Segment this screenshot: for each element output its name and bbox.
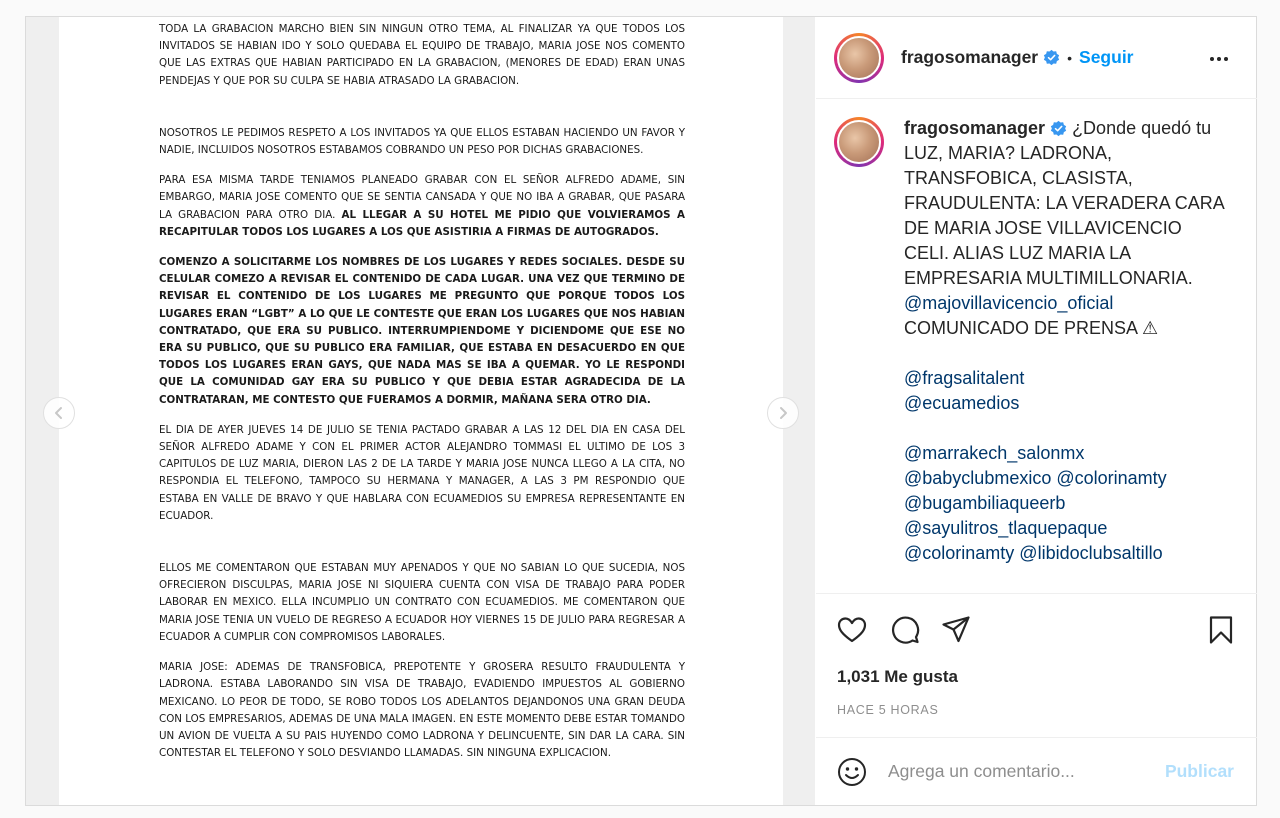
press-release-document [59,17,783,805]
avatar[interactable] [834,33,884,83]
doc-paragraph: COMENZO A SOLICITARME LOS NOMBRES DE LOS LUGARES Y REDES SOCIALES. DESDE SU CELULAR COMEZO A REVISAR EL CONTENIDO DE CADA LUGAR. UNA VEZ QUE TERMINO DE REVISAR EL CONTENIDO DE LOS LUGARES ME PREGUNTO QUE PORQUE TODOS LOS LUGARES ERAN “LGBT” A LO QUE LE CONTESTE QUE ERAN LOS LUGARES QUE NOS HABIAN CONTRATADO, QUE ERA SU PUBLICO. INTERRUMPIENDOME Y DICIENDOME QUE ESE NO ERA SU PUBLICO, QUE SU PUBLICO ERA FAMILIAR, QUE ESTABA EN DESACUERDO EN QUE TODOS LOS LUGARES ERAN GAYS, QUE NADA MAS SE IBA A QUEMAR. YO LE RESPONDI QUE LA COMUNIDAD GAY ERA SU PUBLICO Y QUE DEBIA ESTAR AGRADECIDA DE LA CONTRATARAN, ME CONTESTO QUE FUERAMOS A DORMIR, MAÑANA SERA OTRO DIA. [159,256,685,406]
comment-bubble-icon[interactable] [889,614,921,646]
verified-badge-icon [1050,120,1067,137]
previous-image-button[interactable] [43,397,75,429]
mention-link[interactable]: @sayulitros_tlaquepaque [904,518,1108,538]
like-heart-icon[interactable] [836,614,868,646]
avatar[interactable] [834,117,884,167]
post-timestamp[interactable]: HACE 5 HORAS [837,703,939,717]
chevron-right-icon [776,406,790,420]
mention-link[interactable]: @bugambiliaqueerb [904,493,1066,513]
post-sidebar [816,17,1257,805]
chevron-left-icon [52,406,66,420]
avatar-image [837,36,881,80]
username-text: fragosomanager [901,47,1039,67]
doc-text: PARA ESA MISMA TARDE TENIAMOS PLANEADO GRABAR CON EL SEÑOR ALFREDO ADAME, SIN EMBARGO, MARIA JOSE COMENTO QUE SE SENTIA CANSADA Y QUE NO IBA A GRABAR, QUE PASARA LA GRABACION PARA OTRO DIA. [159,174,685,221]
post-media [26,17,815,805]
publish-button[interactable]: Publicar [1164,761,1234,781]
mention-link[interactable]: @majovillavicencio_oficial [904,293,1114,313]
post-header [816,17,1257,99]
caption-body [904,116,1224,566]
username-text: fragosomanager [904,118,1046,138]
verified-badge-icon [1043,49,1060,66]
doc-paragraph: MARIA JOSE: ADEMAS DE TRANSFOBICA, PREPOTENTE Y GROSERA RESULTO FRAUDULENTA Y LADRONA. ESTABA LABORANDO SIN VISA DE TRABAJO, EVADIENDO IMPUESTOS AL GOBIERNO MEXICANO. LO PEOR DE TODO, SE ROBO TODOS LOS ADELANTOS DEJANDONOS UNA GRAN DEUDA CON LOS EMPRESARIOS, ADEMAS DE UNA MALA IMAGEN. EN ESTE MOMENTO DEBE ESTAR TOMANDO UN AVION DE VUELTA A SU PAIS HUYENDO COMO LADRONA Y DELINCUENTE, SIN DAR LA CARA. SIN CONTESTAR EL TELEFONO Y SOLO DESVIANDO LLAMADAS. SIN NINGUNA EXPLICACION. [159,661,685,760]
mention-link[interactable]: @babyclubmexico @colorinamty [904,468,1167,488]
save-bookmark-icon[interactable] [1205,614,1237,646]
caption-username[interactable] [904,118,1067,138]
doc-paragraph: TODA LA GRABACION MARCHO BIEN SIN NINGUN OTRO TEMA, AL FINALIZAR YA QUE TODOS LOS INVITADOS SE HABIAN IDO Y SOLO QUEDABA EL EQUIPO DE TRABAJO, MARIA JOSE NOS COMENTO QUE LAS EXTRAS QUE HABIAN PARTICIPADO EN LA GRABACION, (MENORES DE EDAD) ERAN UNAS PENDEJAS Y QUE POR SU CULPA SE HABIA ATRASADO LA GRABACION. [159,23,685,87]
comment-bar [816,737,1257,805]
doc-paragraph: ELLOS ME COMENTARON QUE ESTABAN MUY APENADOS Y QUE NO SABIAN LO QUE SUCEDIA, NOS OFRECIERON DISCULPAS, MARIA JOSE NI SIQUIERA CUENTA CON VISA DE TRABAJO PARA PODER LABORAR EN MEXICO. ELLA INCUMPLIO UN CONTRATO CON ECUAMEDIOS. ME COMENTARON QUE MARIA JOSE TENIA UN VUELO DE REGRESO A ECUADOR HOY VIERNES 15 DE JULIO PARA REGRESAR A ECUADOR A CUMPLIR CON COMPROMISOS LABORALES. [159,562,685,643]
avatar-image [837,120,881,164]
post-container [25,16,1257,806]
caption-area [816,116,1257,592]
separator-dot: • [1067,49,1073,66]
doc-paragraph: EL DIA DE AYER JUEVES 14 DE JULIO SE TENIA PACTADO GRABAR A LAS 12 DEL DIA EN CASA DEL SEÑOR ALFREDO ADAME Y CON EL PRIMER ACTOR ALEJANDRO TOMMASI EL ULTIMO DE LOS 3 CAPITULOS DE LUZ MARIA, DIERON LAS 2 DE LA TARDE Y MARIA JOSE NUNCA LLEGO A LA CITA, NO RESPONDIA EL TELEFONO, TAMPOCO SU HERMANA Y MANAGER, A LAS 3 PM RESPONDIO QUE ESTABA EN VALLE DE BRAVO Y QUE HABLARA CON ECUAMEDIOS SU EMPRESA REPRESENTANTE EN ECUADOR. [159,423,685,522]
share-paper-plane-icon[interactable] [940,614,972,646]
next-image-button[interactable] [767,397,799,429]
comment-input[interactable] [888,761,1148,782]
emoji-smiley-icon[interactable] [836,756,868,788]
action-bar [816,593,1257,753]
doc-paragraph: NOSOTROS LE PEDIMOS RESPETO A LOS INVITADOS YA QUE ELLOS ESTABAN HACIENDO UN FAVOR Y NADIE, INCLUIDOS NOSOTROS ESTABAMOS COBRANDO UN PESO POR DICHAS GRABACIONES. [159,126,685,157]
caption-text: ¿Donde quedó tu LUZ, MARIA? LADRONA, TRANSFOBICA, CLASISTA, FRAUDULENTA: LA VERADERA CARA DE MARIA JOSE VILLAVICENCIO CELI. ALIAS LUZ MARIA LA EMPRESARIA MULTIMILLONARIA. [904,118,1224,288]
caption-press-text: COMUNICADO DE PRENSA ⚠ [904,318,1159,338]
likes-count[interactable]: 1,031 Me gusta [837,667,958,686]
mention-link[interactable]: @colorinamty @libidoclubsaltillo [904,543,1163,563]
follow-button[interactable]: Seguir [1079,47,1134,67]
mention-link[interactable]: @marrakech_salonmx [904,443,1085,463]
more-options-icon[interactable] [1207,47,1231,71]
mention-link[interactable]: @fragsalitalent [904,368,1025,388]
author-username[interactable] [901,47,1060,68]
doc-bold-text: AL LLEGAR A SU HOTEL ME PIDIO QUE VOLVIERAMOS A RECAPITULAR TODOS LOS LUGARES A LOS QUE ASISTIRIA A FIRMAS DE AUTOGRADOS. [159,208,685,238]
mention-link[interactable]: @ecuamedios [904,393,1020,413]
doc-paragraph [159,172,685,241]
